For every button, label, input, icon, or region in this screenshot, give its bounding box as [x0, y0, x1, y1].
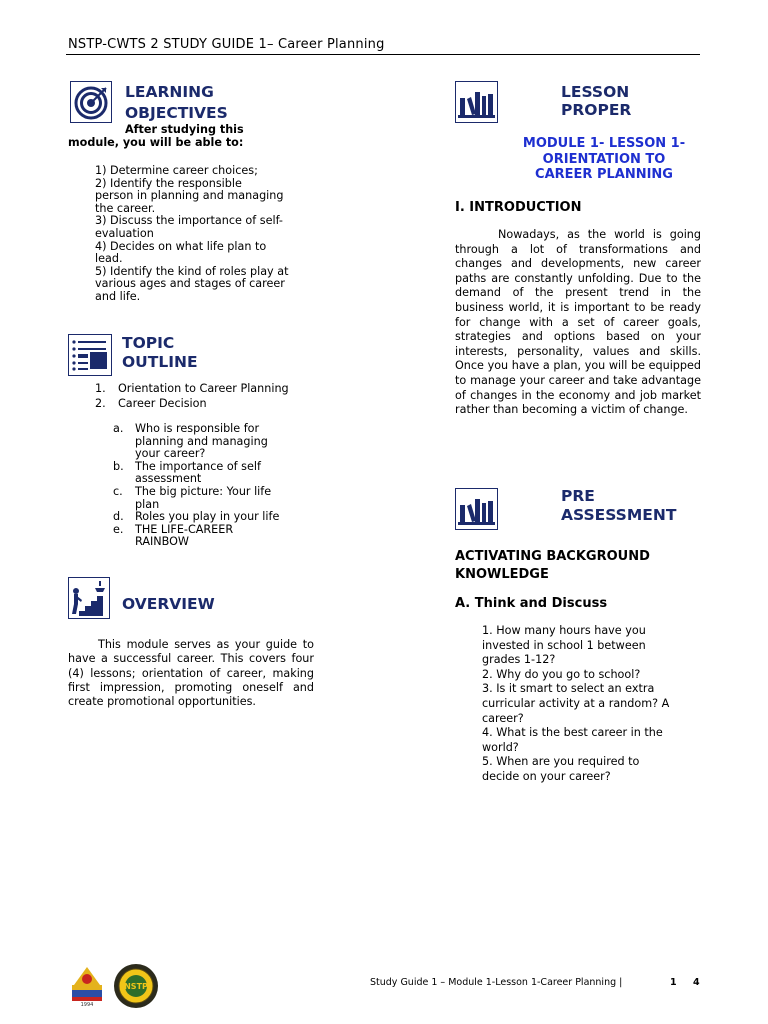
line: assessment [135, 472, 202, 486]
page-number-b: 4 [693, 977, 700, 988]
school-logo-icon [66, 965, 108, 1007]
line: lead. [95, 252, 123, 266]
line: 3) Discuss the importance of self- [95, 214, 283, 228]
item-letter: c. [113, 484, 123, 498]
line: 5) Identify the kind of roles play at [95, 264, 289, 278]
list-item [113, 524, 313, 549]
pre-assessment-heading [561, 487, 676, 525]
books-icon [455, 488, 498, 530]
module-title [500, 136, 708, 183]
line: KNOWLEDGE [455, 567, 549, 582]
item-text [135, 511, 279, 524]
think-discuss-heading: A. Think and Discuss [455, 596, 608, 611]
topic-outline-heading [122, 334, 198, 372]
list-item [113, 511, 313, 524]
list-item [95, 398, 289, 413]
heading-line: LESSON [561, 83, 630, 101]
line: plan [135, 497, 160, 511]
line: invested in school 1 between [482, 638, 646, 652]
item-number: 1. [95, 382, 106, 395]
line: your career? [135, 447, 206, 461]
line: grades 1-12? [482, 653, 556, 667]
heading-line: OBJECTIVES [125, 104, 228, 122]
line: Roles you play in your life [135, 510, 280, 524]
line: The big picture: Your life [135, 484, 272, 498]
header-rule [66, 54, 700, 55]
line: person in planning and managing [95, 189, 284, 203]
line: 2. Why do you go to school? [482, 667, 641, 681]
line: CAREER PLANNING [535, 167, 673, 182]
line: RAINBOW [135, 535, 189, 549]
item-text: Orientation to Career Planning [118, 382, 289, 395]
line: and life. [95, 289, 141, 303]
item-number: 2. [95, 397, 106, 410]
list-item [482, 668, 704, 683]
introduction-heading: I. INTRODUCTION [455, 200, 582, 215]
activating-knowledge-heading [455, 548, 650, 583]
item-letter: d. [113, 510, 124, 524]
stairs-person-icon [68, 577, 110, 619]
list-item [113, 423, 313, 461]
list-item [95, 241, 320, 266]
item-text [135, 461, 261, 486]
introduction-paragraph: Nowadays, as the world is going through a lot of transformations and changes and developments, new career paths are constantly unfolding. Due to the demand of the present trend in the business world, it is important to be ready for change with a set of career goals, strategies and options based on your interests, personality, values and skills. Once you have a plan, you will be equipped to manage your career and take advantage of changes in the economy and job market rather than becoming a victim of change. [455, 228, 701, 417]
heading-line: OUTLINE [122, 353, 198, 371]
lesson-proper-heading [561, 83, 631, 120]
item-letter: a. [113, 422, 124, 435]
item-text [135, 423, 268, 461]
objectives-list [95, 165, 320, 304]
overview-heading: OVERVIEW [122, 595, 215, 613]
list-item [482, 682, 704, 726]
target-icon [70, 81, 112, 123]
heading-line: PROPER [561, 101, 632, 119]
line: various ages and stages of career [95, 277, 285, 291]
line: 5. When are you required to [482, 755, 640, 769]
page-number-a: 1 [670, 977, 677, 988]
list-item [95, 178, 320, 216]
line: planning and managing [135, 434, 268, 448]
document-header-title: NSTP-CWTS 2 STUDY GUIDE 1– Career Planning [68, 37, 385, 52]
footer-text: Study Guide 1 – Module 1-Lesson 1-Career Planning | [370, 977, 623, 988]
line: world? [482, 740, 519, 754]
books-icon [455, 81, 498, 123]
line: curricular activity at a random? A [482, 696, 670, 710]
item-text [135, 524, 233, 549]
line: decide on your career? [482, 769, 611, 783]
line: the career. [95, 201, 156, 215]
heading-line: LEARNING [125, 83, 214, 101]
objectives-intro-line1: After studying this [125, 123, 244, 136]
item-text [135, 486, 271, 511]
line: 2) Identify the responsible [95, 176, 242, 190]
outline-list-icon [68, 334, 112, 376]
line: ACTIVATING BACKGROUND [455, 549, 650, 564]
item-letter: e. [113, 522, 124, 536]
list-item [113, 461, 313, 486]
line: 1) Determine career choices; [95, 164, 258, 177]
list-item [95, 215, 320, 240]
line: ORIENTATION TO [542, 151, 666, 167]
line: MODULE 1- LESSON 1- [522, 136, 686, 151]
nstp-seal-icon [113, 963, 159, 1009]
pre-assessment-questions [482, 624, 704, 785]
logo-caption: 1994 [80, 1002, 94, 1007]
seal-text: NSTP [124, 982, 148, 991]
heading-line: TOPIC [122, 334, 175, 352]
list-item [482, 755, 704, 784]
line: 4) Decides on what life plan to [95, 239, 267, 253]
list-item [482, 624, 704, 668]
objectives-intro-line2: module, you will be able to: [68, 136, 244, 149]
line: 3. Is it smart to select an extra [482, 682, 655, 696]
overview-paragraph: This module serves as your guide to have a successful career. This covers four (4) lessons; orientation of career, making first impression, promoting oneself and create promotional opportunities. [68, 638, 314, 709]
line: 4. What is the best career in the [482, 726, 663, 740]
list-item [113, 486, 313, 511]
list-item [482, 726, 704, 755]
line: The importance of self [135, 459, 261, 473]
learning-objectives-heading [125, 83, 228, 123]
topic-outline-list [95, 383, 289, 413]
topic-outline-sublist [113, 423, 313, 549]
line: 1. How many hours have you [482, 624, 646, 637]
list-item [95, 383, 289, 398]
line: THE LIFE-CAREER [135, 522, 234, 536]
item-letter: b. [113, 459, 124, 473]
heading-line: ASSESSMENT [561, 506, 677, 524]
line: career? [482, 711, 524, 725]
heading-line: PRE [561, 487, 595, 505]
list-item [95, 165, 320, 178]
line: Who is responsible for [135, 422, 260, 435]
list-item [95, 266, 320, 304]
line: evaluation [95, 226, 154, 240]
item-text: Career Decision [118, 397, 207, 410]
